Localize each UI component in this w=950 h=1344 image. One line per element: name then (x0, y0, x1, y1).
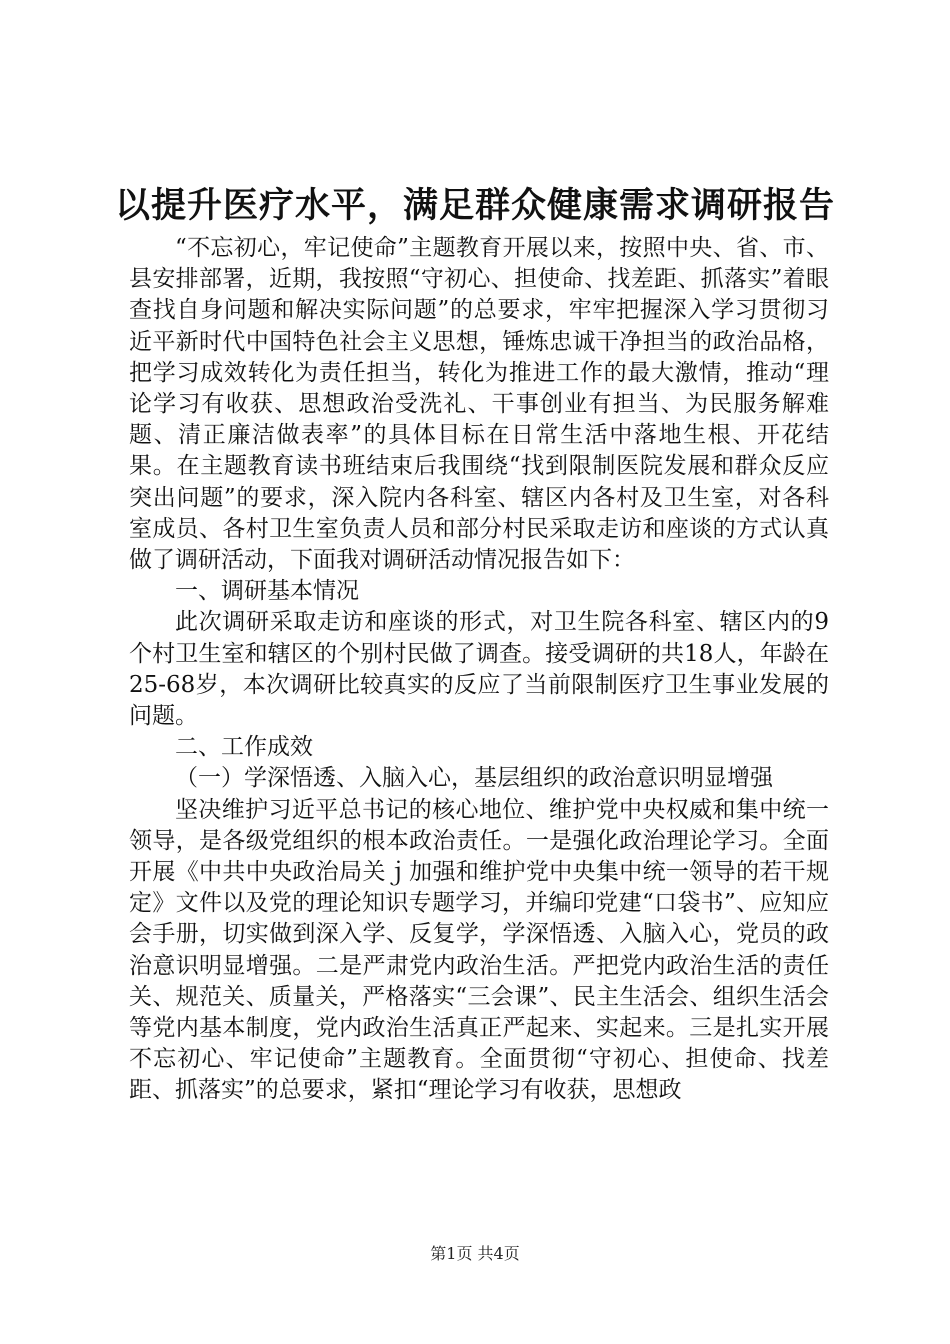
section-heading-2: 二、工作成效 (175, 734, 313, 761)
intro-paragraph: “不忘初心，牢记使命”主题教育开展以来，按照中央、省、市、县安排部署，近期，我按照“守初心、担使命、找差距、抓落实”着眼查找自身问题和解决实际问题”的总要求，牢牢把握深入学习贯彻习近平新时代中国特色社会主义思想，锤炼忠诚干净担当的政治品格，把学习成效转化为责任担当，转化为推进工作的最大激情，推动“理论学习有收获、思想政治受洗礼、干事创业有担当、为民服务解难题、清正廉洁做表率”的具体目标在日常生活中落地生根、开花结果。在主题教育读书班结束后我围绕“找到限制医院发展和群众反应突出问题”的要求，深入院内各科室、辖区内各村及卫生室，对各科室成员、各村卫生室负责人员和部分村民采取走访和座谈的方式认真做了调研活动，下面我对调研活动情况报告如下： (129, 235, 829, 574)
page-number: 第1页 共4页 (430, 1244, 520, 1263)
survey-paragraph: 此次调研采取走访和座谈的形式，对卫生院各科室、辖区内的9个村卫生室和辖区的个别村民做了调查。接受调研的共18人，年龄在25-68岁，本次调研比较真实的反应了当前限制医疗卫生事业发展的问题。 (129, 609, 829, 730)
subsection-heading-1: （一）学深悟透、入脑入心，基层组织的政治意识明显增强 (175, 765, 773, 792)
results-paragraph: 坚决维护习近平总书记的核心地位、维护党中央权威和集中统一领导，是各级党组织的根本政治责任。一是强化政治理论学习。全面开展《中共中央政治局关ｊ加强和维护党中央集中统一领导的若干规定》文件以及党的理论知识专题学习，并编印党建“口袋书”、应知应会手册，切实做到深入学、反复学，学深悟透、入脑入心，党员的政治意识明显增强。二是严肃党内政治生活。严把党内政治生活的责任关、规范关、质量关，严格落实“三会课”、民主生活会、组织生活会等党内基本制度，党内政治生活真正严起来、实起来。三是扎实开展不忘初心、牢记使命”主题教育。全面贯彻“守初心、担使命、找差距、抓落实”的总要求，紧扣“理论学习有收获，思想政 (129, 796, 829, 1104)
section-heading-1: 一、调研基本情况 (175, 578, 359, 605)
document-title: 以提升医疗水平，满足群众健康需求调研报告 (114, 185, 835, 226)
document-body (129, 233, 829, 1107)
